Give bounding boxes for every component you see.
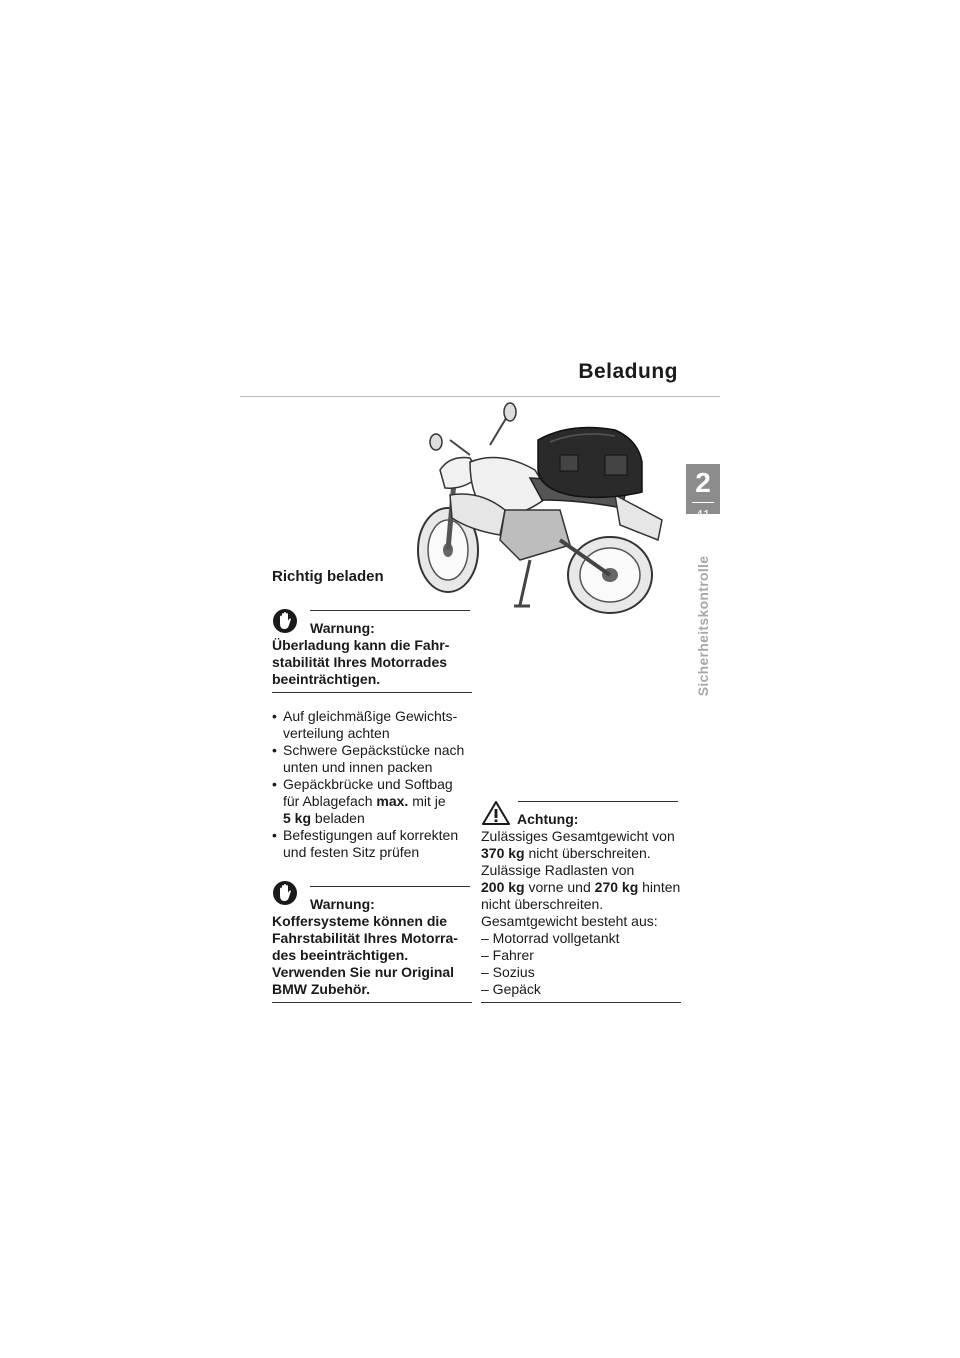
caution-box [481,811,681,1003]
caution-top-rule [518,801,678,802]
list-item: – Sozius [481,964,535,980]
warning2-label: Warnung: [310,896,375,912]
list-item: • Auf gleichmäßige Gewichts- verteilung achten [272,708,472,742]
chapter-tab-divider [692,502,714,503]
warning1-line: stabilität Ihres Motorrades [272,654,448,670]
caution-label: Achtung: [517,811,579,827]
warning2-box [272,896,472,1003]
list-item: – Gepäck [481,981,541,997]
loading-instructions-list [272,708,472,861]
caution-line: 370 kg nicht überschreiten. [481,845,651,861]
page-number: 41 [695,507,711,522]
warning1-label: Warnung: [310,620,375,636]
warning2-line: Fahrstabilität Ihres Motorra- [272,930,458,946]
caution-line: Zulässiges Gesamtgewicht von [481,828,675,844]
caution-bottom-rule [481,1002,681,1003]
list-item: • Befestigungen auf korrekten und festen Sitz prüfen [272,827,472,861]
warning2-top-rule [310,886,470,887]
chapter-number: 2 [695,467,711,498]
caution-line: Gesamtgewicht besteht aus: [481,913,658,929]
page-title: Beladung [578,360,678,383]
warning1-box [272,620,472,693]
section-heading: Richtig beladen [272,568,384,585]
list-item: • Schwere Gepäckstücke nach unten und innen packen [272,742,472,776]
warning1-bottom-rule [272,692,472,693]
list-item: – Fahrer [481,947,534,963]
motorcycle-illustration [410,400,680,615]
caution-line: nicht überschreiten. [481,896,604,912]
warning2-line: Verwenden Sie nur Original [272,964,455,980]
title-divider [240,396,720,397]
warning1-line: beeinträchtigen. [272,671,381,687]
caution-line: 200 kg vorne und 270 kg hinten [481,879,681,895]
warning2-line: Koffersysteme können die [272,913,448,929]
warning1-top-rule [310,610,470,611]
list-item: – Motorrad vollgetankt [481,930,620,946]
caution-line: Zulässige Radlasten von [481,862,635,878]
list-item: • Gepäckbrücke und Softbag für Ablagefach max. mit je 5 kg beladen [272,776,472,827]
warning2-line: BMW Zubehör. [272,981,370,997]
warning1-line: Überladung kann die Fahr- [272,637,450,653]
warning2-bottom-rule [272,1002,472,1003]
warning2-line: des beeinträchtigen. [272,947,409,963]
chapter-side-label: Sicherheitskontrolle [695,555,711,697]
